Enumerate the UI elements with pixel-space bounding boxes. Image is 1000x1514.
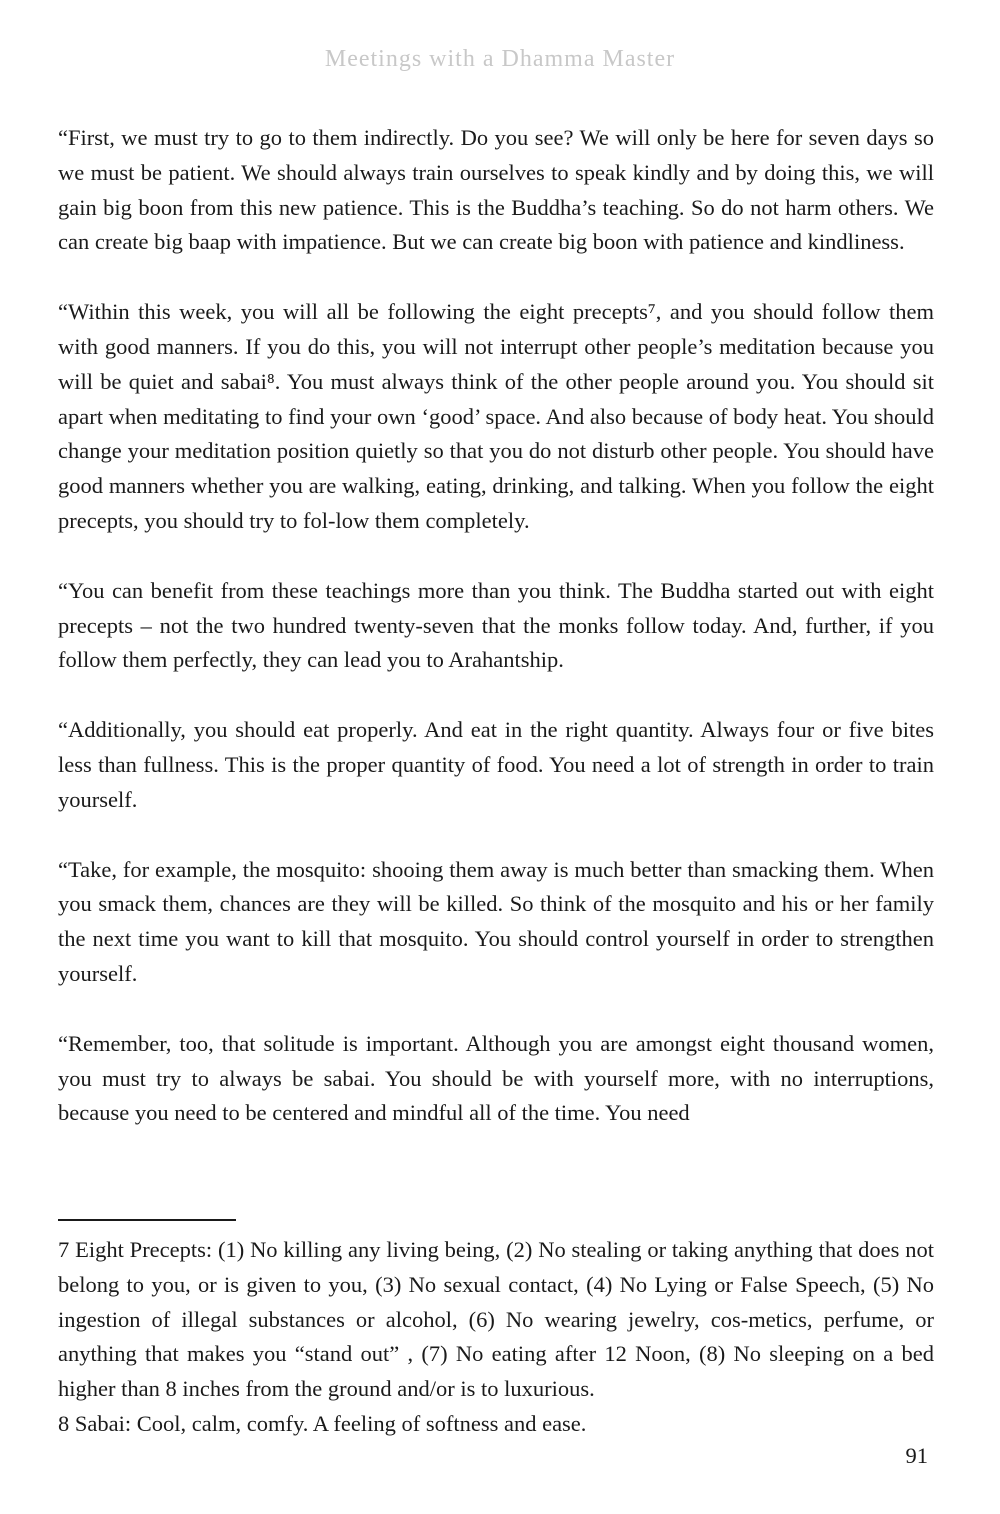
footnote-divider bbox=[58, 1219, 236, 1221]
body-text bbox=[58, 121, 934, 1131]
paragraph-3: “You can benefit from these teachings more than you think. The Buddha started out with eight precepts – not the two hundred twenty-seven that the monks follow today. And, further, if you follow them perfectly, they can lead you to Arahantship. bbox=[58, 577, 934, 673]
paragraph-1: “First, we must try to go to them indirectly. Do you see? We will only be here for seven days so we must be patient. We should always train ourselves to speak kindly and by doing this, we will gain big boon from this new patience. This is the Buddha’s teaching. So do not harm others. We can create big baap with impatience. But we can create big boon with patience and kindliness. bbox=[58, 125, 934, 255]
footnotes bbox=[58, 1233, 934, 1442]
paragraph-4: “Additionally, you should eat properly. And eat in the right quantity. Always four or five bites less than fullness. This is the proper quantity of food. You need a lot of strength in order to train yourself. bbox=[58, 717, 934, 812]
page-number: 91 bbox=[905, 1443, 928, 1468]
paragraph-6: “Remember, too, that solitude is important. Although you are amongst eight thousand women, you must try to always be sabai. You should be with yourself more, with no interruptions, because you need to be centered and mindful all of the time. You need bbox=[58, 1030, 934, 1126]
running-header: Meetings with a Dhamma Master bbox=[324, 46, 676, 72]
paragraph-2: “Within this week, you will all be following the eight precepts⁷, and you should follow them with good manners. If you do this, you will not interrupt other people’s meditation because you will be quiet and sabai⁸. You must always think of the other people around you. You should sit apart when meditating to find your own ‘good’ space. And also because of body heat. You should change your meditation position quietly so that you do not disturb other people. You should have good manners whether you are walking, eating, drinking, and talking. When you follow the eight precepts, you should try to fol-low them completely. bbox=[58, 299, 934, 533]
footnote-8: 8 Sabai: Cool, calm, comfy. A feeling of softness and ease. bbox=[58, 1410, 587, 1436]
paragraph-5: “Take, for example, the mosquito: shooing them away is much better than smacking them. When you smack them, chances are they will be killed. So think of the mosquito and his or her family the next time you want to kill that mosquito. You should control yourself in order to strengthen yourself. bbox=[58, 856, 934, 986]
footnote-7: 7 Eight Precepts: (1) No killing any living being, (2) No stealing or taking anything that does not belong to you, or is given to you, (3) No sexual contact, (4) No Lying or False Speech, (5) No ingestion of illegal substances or alcohol, (6) No wearing jewelry, cos-metics, perfume, or anything that makes you “stand out” , (7) No eating after 12 Noon, (8) No sleeping on a bed higher than 8 inches from the ground and/or is to luxurious. bbox=[58, 1237, 934, 1402]
